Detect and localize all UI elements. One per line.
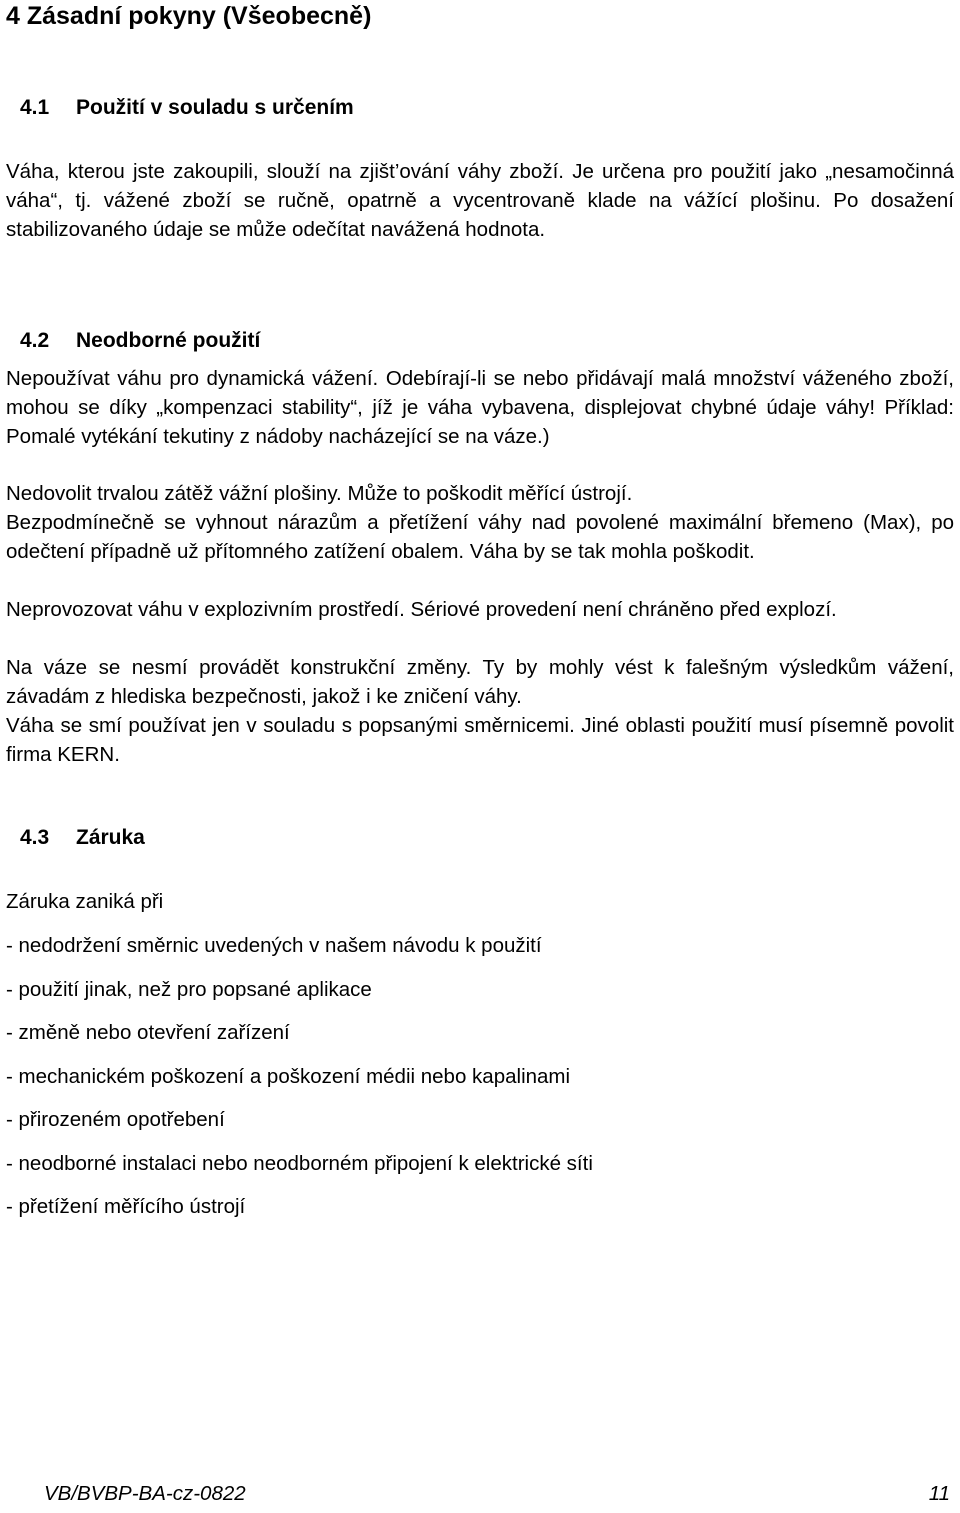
section-number: 4.1 (20, 96, 50, 119)
section-4-1-paragraph: Váha, kterou jste zakoupili, slouží na zjišt’ování váhy zboží. Je určena pro použití jako „nesamočinná váha“, tj. vážené zboží se ručně, opatrně a vycentrovaně klade na vážící plošinu. Po dosažení stabilizovaného údaje se může odečítat navážená hodnota. (6, 160, 954, 241)
warranty-list-item: - použití jinak, než pro popsané aplikace (6, 978, 372, 1001)
chapter-heading: 4 Zásadní pokyny (Všeobecně) (6, 2, 372, 30)
warranty-list-item: - přirozeném opotřebení (6, 1108, 225, 1131)
warranty-list-item: - neodborné instalaci nebo neodborném připojení k elektrické síti (6, 1152, 593, 1175)
warranty-list-item: - změně nebo otevření zařízení (6, 1021, 290, 1044)
warranty-list-item: - nedodržení směrnic uvedených v našem návodu k použití (6, 934, 542, 957)
section-title: Neodborné použití (76, 329, 261, 352)
footer-page-number: 11 (928, 1482, 950, 1505)
section-4-2-paragraph-6: Váha se smí používat jen v souladu s popsanými směrnicemi. Jiné oblasti použití musí písemně povolit firma KERN. (6, 714, 954, 766)
section-4-2-paragraph-1: Nepoužívat váhu pro dynamická vážení. Odebírají-li se nebo přidávají malá množství váženého zboží, mohou se díky „kompenzaci stability“, jíž je váha vybavena, displejovat chybné údaje váhy! Příklad: Pomalé vytékání tekutiny z nádoby nacházející se na váze.) (6, 367, 954, 448)
section-4-3-heading (20, 826, 145, 850)
section-title: Záruka (76, 826, 145, 849)
warranty-list-item: - přetížení měřícího ústrojí (6, 1195, 246, 1218)
section-title: Použití v souladu s určením (76, 96, 354, 119)
section-4-2-heading (20, 329, 260, 353)
footer-document-code: VB/BVBP-BA-cz-0822 (44, 1482, 246, 1505)
section-4-1-heading (20, 96, 354, 120)
section-4-2-paragraph-4: Neprovozovat váhu v explozivním prostředí. Sériové provedení není chráněno před explozí. (6, 598, 837, 621)
section-4-2-paragraph-5: Na váze se nesmí provádět konstrukční změny. Ty by mohly vést k falešným výsledkům vážení, závadám z hlediska bezpečnosti, jakož i ke zničení váhy. (6, 656, 954, 708)
section-4-2-paragraph-3: Bezpodmínečně se vyhnout nárazům a přetížení váhy nad povolené maximální břemeno (Max), po odečtení případně už přítomného zatížení obalem. Váha by se tak mohla poškodit. (6, 511, 954, 563)
section-number: 4.3 (20, 826, 50, 849)
section-number: 4.2 (20, 329, 50, 352)
section-4-2-paragraph-2: Nedovolit trvalou zátěž vážní plošiny. Může to poškodit měřící ústrojí. (6, 482, 633, 505)
warranty-list-item: - mechanickém poškození a poškození médii nebo kapalinami (6, 1065, 571, 1088)
warranty-intro: Záruka zaniká při (6, 890, 164, 913)
